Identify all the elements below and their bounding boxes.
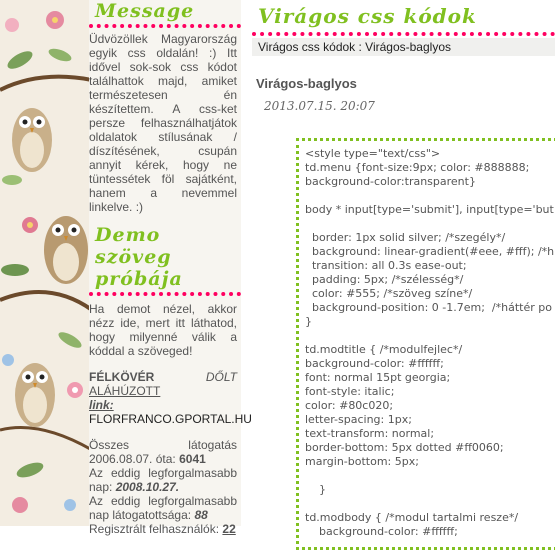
stat-best-day-value: 2008.10.27. — [115, 480, 180, 494]
stat-best-day-label: Az eddig legforgalmasabb nap: — [89, 466, 237, 494]
stat-best-day — [89, 466, 237, 494]
post-date: 2013.07.15. 20:07 — [264, 99, 375, 113]
visitor-stats — [89, 438, 241, 536]
stat-best-day-visits — [89, 494, 237, 522]
stat-registered-value[interactable]: 22 — [222, 522, 236, 536]
demo-bold-text: FÉLKÖVÉR — [89, 370, 155, 384]
stat-total-value: 6041 — [179, 452, 206, 466]
demo-bold-italic-row — [89, 370, 237, 384]
owl-floral-illustration — [0, 0, 92, 526]
stat-total — [89, 438, 237, 466]
demo-samples — [89, 370, 252, 426]
stat-best-day-visits-label: Az eddig legforgalmasabb nap látogatottsága: — [89, 494, 237, 522]
demo-italic-text: DŐLT — [205, 370, 237, 384]
demo-link-label[interactable]: link: — [89, 398, 114, 412]
message-heading: Message — [89, 0, 241, 28]
css-code-box[interactable]: <style type="text/css"> td.menu {font-size:9px; color: #888888; background-color:transparent} body * input[type='submit'], input[type='but border: 1px solid silver; /*szegély*/ background: linear-gradient(#eee, #fff); /*h transition: all 0.3s ease-out; padding: 5px; /*szélesség*/ color: #555; /*szöveg színe*/ background-position: 0 -1.7em; /*háttér po } td.modtitle { /*modulfejlec*/ background-color: #ffffff; font: normal 15pt georgia; font-style: italic; color: #80c020; letter-spacing: 1px; text-transform: normal; border-bottom: 5px dotted #ff0060; margin-bottom: 5px; } td.modbody { /*modul tartalmi resze*/ background-color: #ffffff; — [296, 138, 555, 550]
stat-total-label: Összes látogatás 2006.08.07. óta: — [89, 438, 237, 466]
main-content — [252, 0, 555, 538]
post-title: Virágos-baglyos — [256, 76, 357, 91]
demo-intro: Ha demot nézel, akkor nézz ide, mert itt láthatod, hogy milyenné válik a kóddal a szöveged! — [89, 302, 237, 358]
stat-registered — [89, 522, 237, 536]
page-title: Virágos css kódok — [252, 0, 555, 36]
owl-wallpaper-decoration — [0, 0, 92, 526]
demo-url-text: FLORFRANCO.GPORTAL.HU — [89, 412, 252, 426]
breadcrumb[interactable]: Virágos css kódok : Virágos-baglyos — [252, 38, 555, 56]
left-sidebar — [89, 0, 252, 536]
message-text: Üdvözöllek Magyarország egyik css oldalán! :) Itt idővel sok-sok css kódot találhattok majd, amiket természetesen én készítettem. A css-ket persze felhasználhatjátok oldalatok stílusának / díszítésének, csupán annyit kérek, hogy ne tüntessétek föl sajátként, hanem a nevemmel linkelve. :) — [89, 32, 237, 214]
stat-registered-label: Regisztrált felhasználók: — [89, 522, 220, 536]
stat-best-day-visits-value: 88 — [194, 508, 208, 522]
demo-underline-text: ALÁHÚZOTT — [89, 384, 161, 398]
demo-heading: Demo szöveg próbája — [89, 224, 241, 296]
